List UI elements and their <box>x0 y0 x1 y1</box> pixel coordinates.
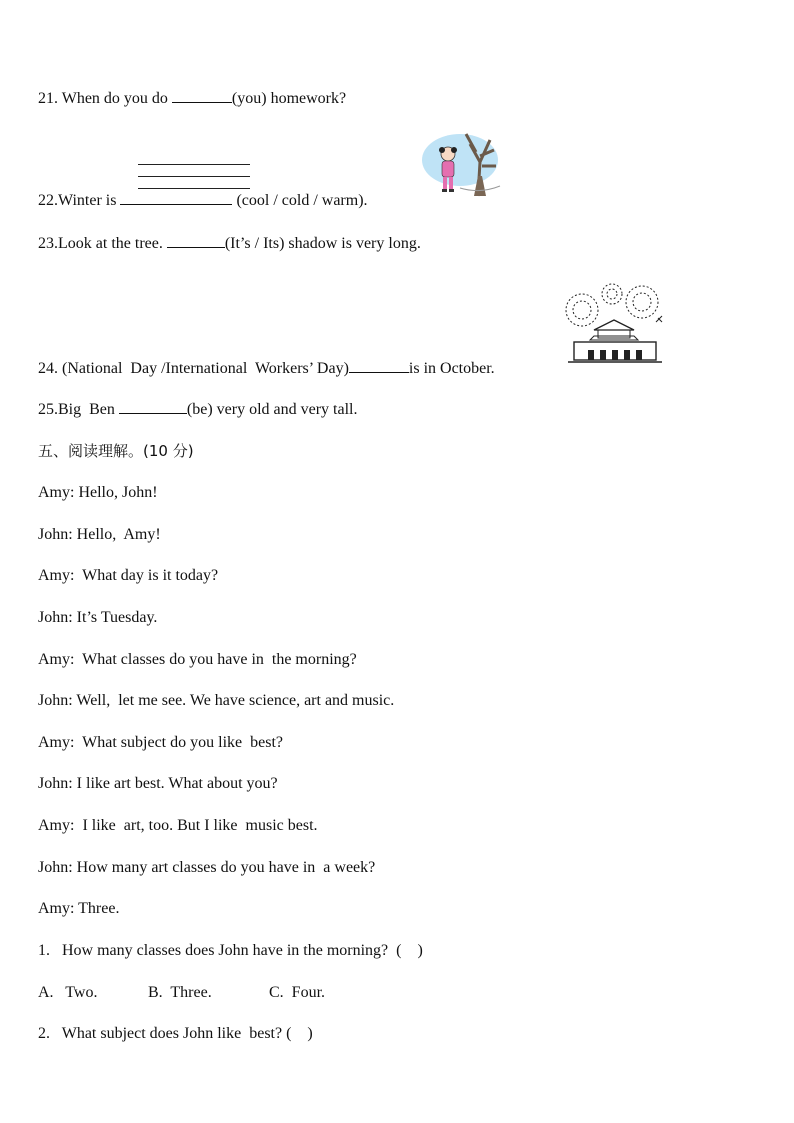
answer-blank[interactable] <box>167 233 225 248</box>
mc-question-1: 1. How many classes does John have in the morning? ( ) <box>38 942 423 959</box>
question-25 <box>38 399 358 420</box>
question-text: is in October. <box>408 360 495 377</box>
question-text: 24. (National Day /International Workers’ Day) <box>38 360 349 377</box>
dialogue-line: John: Well, let me see. We have science, art and music. <box>38 692 395 709</box>
mc-question-2: 2. What subject does John like best? ( ) <box>38 1025 313 1042</box>
question-text: Winter is <box>58 192 121 209</box>
dialogue-line: Amy: What subject do you like best? <box>38 734 283 751</box>
question-24 <box>38 358 495 379</box>
answer-blank[interactable] <box>172 88 232 103</box>
answer-blank[interactable] <box>119 399 187 414</box>
question-22 <box>38 190 368 211</box>
question-text: 25.Big Ben <box>38 401 119 418</box>
section-heading: 五、阅读理解。(10 分) <box>38 442 194 460</box>
question-text: (It’s / Its) shadow is very long. <box>224 235 421 252</box>
dialogue-line: Amy: I like art, too. But I like music best. <box>38 817 318 834</box>
dialogue-line: Amy: What classes do you have in the morning? <box>38 651 357 668</box>
question-23 <box>38 233 421 254</box>
question-text: (cool / cold / warm). <box>232 192 368 209</box>
question-text: (be) very old and very tall. <box>186 401 358 418</box>
answer-blank[interactable] <box>120 190 232 205</box>
question-number: 22. <box>38 192 58 209</box>
question-number: 21 <box>38 90 54 107</box>
question-text: 23.Look at the tree. <box>38 235 167 252</box>
question-text: (you) homework? <box>231 90 347 107</box>
question-text: . When do you do <box>54 90 172 107</box>
dialogue-line: Amy: Three. <box>38 900 120 917</box>
fireworks-tiananmen-illustration <box>564 280 666 366</box>
girl-tree-illustration <box>420 126 502 198</box>
option-b[interactable]: B. Three. <box>148 984 212 1001</box>
dialogue-line: Amy: What day is it today? <box>38 567 219 584</box>
dialogue-line: John: Hello, Amy! <box>38 526 161 543</box>
option-c[interactable]: C. Four. <box>269 984 326 1001</box>
dialogue-line: John: It’s Tuesday. <box>38 609 158 626</box>
dialogue-line: John: How many art classes do you have in a week? <box>38 859 376 876</box>
dialogue-line: John: I like art best. What about you? <box>38 775 278 792</box>
option-a[interactable]: A. Two. <box>38 984 98 1001</box>
question-21 <box>38 88 346 109</box>
dialogue-line: Amy: Hello, John! <box>38 484 158 501</box>
answer-blank[interactable] <box>349 358 409 373</box>
